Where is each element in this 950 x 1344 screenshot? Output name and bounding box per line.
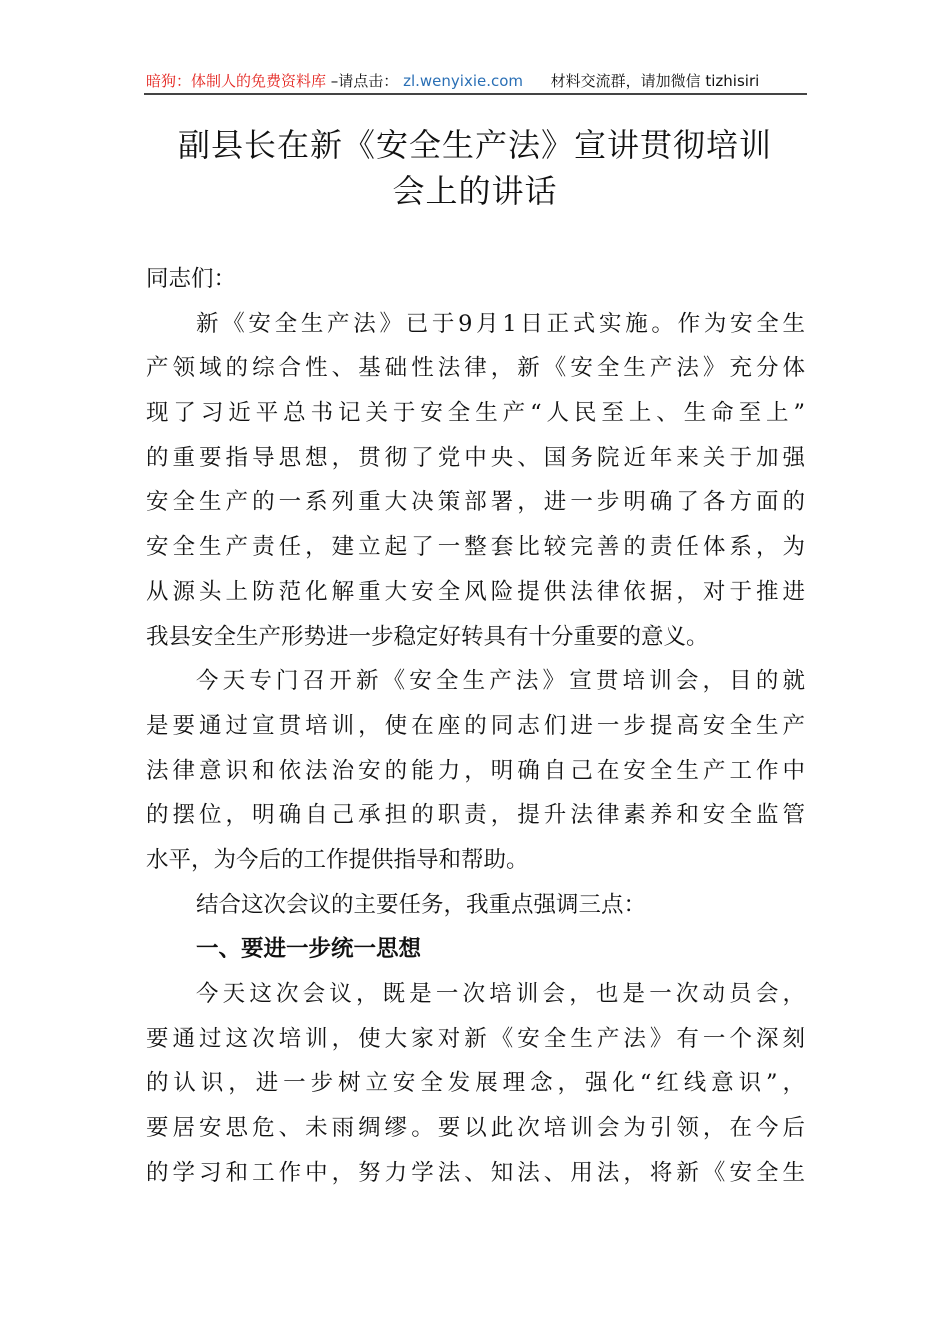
text-line: 结合这次会议的主要任务，我重点强调三点：	[196, 891, 647, 918]
header-divider	[144, 93, 807, 95]
click-prompt: –请点击：	[330, 72, 399, 90]
text-line: 安全生产的一系列重大决策部署，进一步明确了各方面的	[146, 489, 805, 516]
text-line: 从源头上防范化解重大安全风险提供法律依据，对于推进	[146, 578, 805, 605]
text-line: 要通过这次培训，使大家对新《安全生产法》有一个深刻	[146, 1025, 805, 1052]
paragraph-3	[146, 883, 805, 928]
page-header	[146, 70, 806, 91]
website-link[interactable]: zl.wenyixie.com	[403, 72, 524, 90]
paragraph-1	[146, 302, 805, 660]
text-line: 今天专门召开新《安全生产法》宣贯培训会，目的就	[196, 668, 805, 695]
text-line: 是要通过宣贯培训，使在座的同志们进一步提高安全生产	[146, 712, 805, 739]
text-line: 要居安思危、未雨绸缪。要以此次培训会为引领，在今后	[146, 1115, 805, 1142]
text-line: 我县安全生产形势进一步稳定好转具有十分重要的意义。	[146, 623, 709, 650]
paragraph-2	[146, 659, 805, 882]
title-line: 副县长在新《安全生产法》宣讲贯彻培训	[177, 126, 772, 164]
text-line: 新《安全生产法》已于9月1日正式实施。作为安全生	[196, 310, 805, 337]
text-line: 现了习近平总书记关于安全生产“人民至上、生命至上”	[146, 400, 805, 427]
salutation: 同志们：	[146, 266, 237, 292]
text-line: 产领域的综合性、基础性法律，新《安全生产法》充分体	[146, 355, 805, 382]
text-line: 水平，为今后的工作提供指导和帮助。	[146, 846, 529, 873]
text-line: 安全生产责任，建立起了一整套比较完善的责任体系，为	[146, 534, 805, 561]
text-line: 的摆位，明确自己承担的职责，提升法律素养和安全监管	[146, 802, 805, 829]
paragraph-4	[146, 972, 805, 1195]
text-line: 的认识，进一步树立安全发展理念，强化“红线意识”，	[146, 1070, 805, 1097]
document-title	[140, 122, 810, 214]
promo-text: 暗狗：体制人的免费资料库	[146, 72, 327, 90]
text-line: 的重要指导思想，贯彻了党中央、国务院近年来关于加强	[146, 444, 805, 471]
title-line: 会上的讲话	[392, 172, 558, 210]
text-line: 法律意识和依法治安的能力，明确自己在安全生产工作中	[146, 757, 805, 784]
text-line: 今天这次会议，既是一次培训会，也是一次动员会，	[196, 981, 805, 1007]
section-heading: 一、要进一步统一思想	[196, 936, 422, 963]
wechat-group-text: 材料交流群，请加微信 tizhisiri	[550, 72, 760, 90]
text-line: 的学习和工作中，努力学法、知法、用法，将新《安全生	[146, 1159, 805, 1186]
document-body	[146, 257, 805, 1195]
